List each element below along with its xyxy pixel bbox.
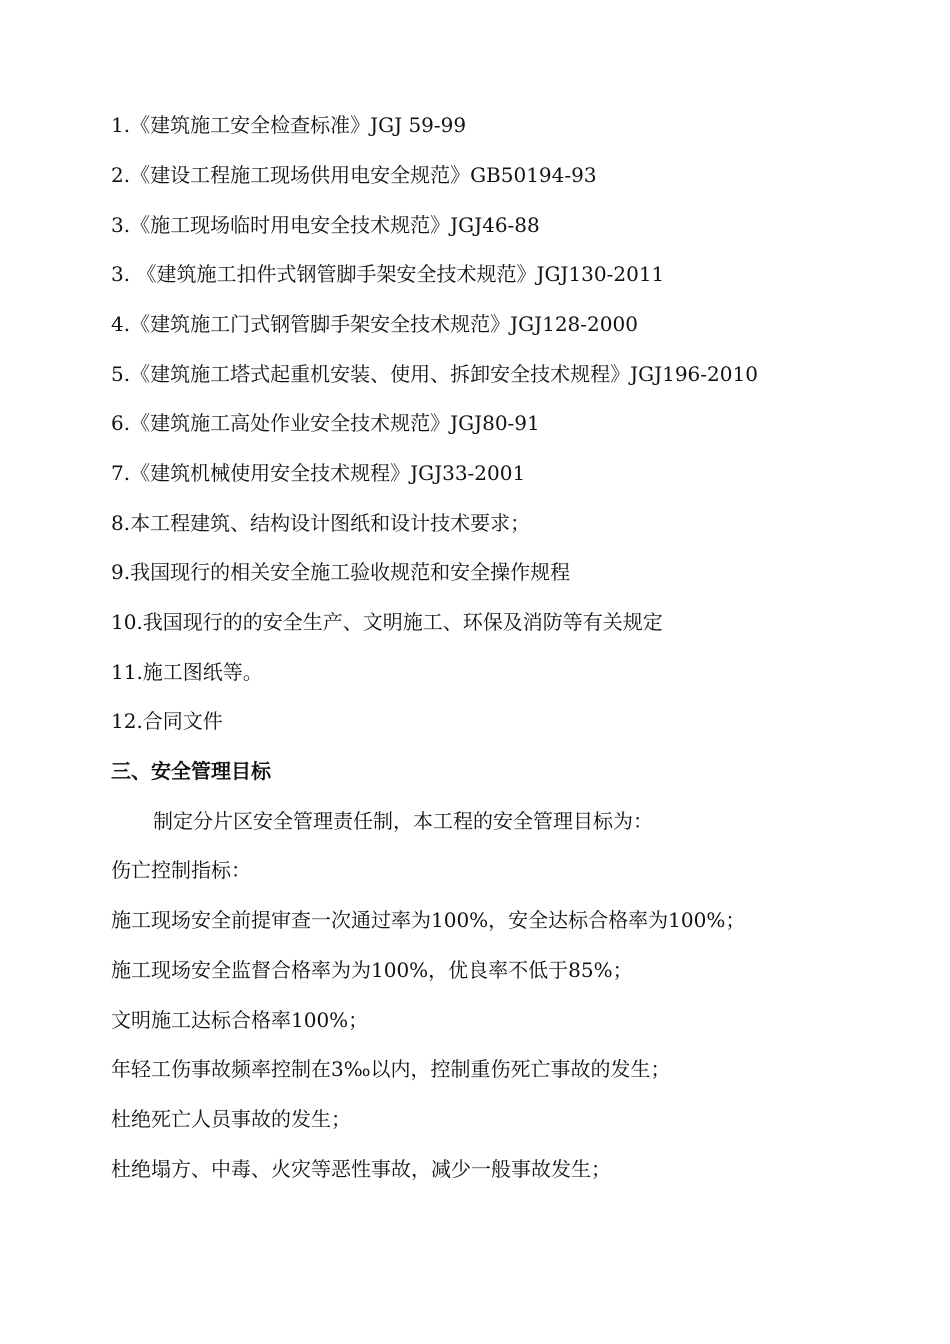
reference-item-7: 7.《建筑机械使用安全技术规程》JGJ33-2001: [111, 461, 526, 485]
reference-item-12: 12.合同文件: [111, 709, 223, 733]
reference-item-1: 1.《建筑施工安全检查标准》JGJ 59-99: [111, 113, 467, 137]
target-item-4: 年轻工伤事故频率控制在3‰以内，控制重伤死亡事故的发生；: [111, 1057, 671, 1081]
target-item-3: 文明施工达标合格率100%；: [111, 1008, 369, 1032]
reference-item-6: 6.《建筑施工高处作业安全技术规范》JGJ80-91: [111, 411, 540, 435]
reference-item-8: 8.本工程建筑、结构设计图纸和设计技术要求；: [111, 511, 531, 535]
reference-item-3b: 3. 《建筑施工扣件式钢管脚手架安全技术规范》JGJ130-2011: [111, 262, 665, 286]
section-subheading: 伤亡控制指标：: [111, 858, 251, 882]
reference-item-11: 11.施工图纸等。: [111, 660, 263, 684]
reference-item-9: 9.我国现行的相关安全施工验收规范和安全操作规程: [111, 560, 571, 584]
reference-item-2: 2.《建设工程施工现场供用电安全规范》GB50194-93: [111, 163, 597, 187]
target-item-5: 杜绝死亡人员事故的发生；: [111, 1107, 351, 1131]
reference-item-10: 10.我国现行的的安全生产、文明施工、环保及消防等有关规定: [111, 610, 663, 634]
target-item-1: 施工现场安全前提审查一次通过率为100%，安全达标合格率为100%；: [111, 908, 746, 932]
reference-item-3: 3.《施工现场临时用电安全技术规范》JGJ46-88: [111, 213, 540, 237]
reference-item-5: 5.《建筑施工塔式起重机安装、使用、拆卸安全技术规程》JGJ196-2010: [111, 362, 758, 386]
target-item-2: 施工现场安全监督合格率为为100%，优良率不低于85%；: [111, 958, 633, 982]
section-heading: 三、安全管理目标: [111, 759, 271, 783]
section-intro: 制定分片区安全管理责任制，本工程的安全管理目标为：: [153, 809, 653, 833]
reference-item-4: 4.《建筑施工门式钢管脚手架安全技术规范》JGJ128-2000: [111, 312, 638, 336]
target-item-6: 杜绝塌方、中毒、火灾等恶性事故，减少一般事故发生；: [111, 1157, 611, 1181]
